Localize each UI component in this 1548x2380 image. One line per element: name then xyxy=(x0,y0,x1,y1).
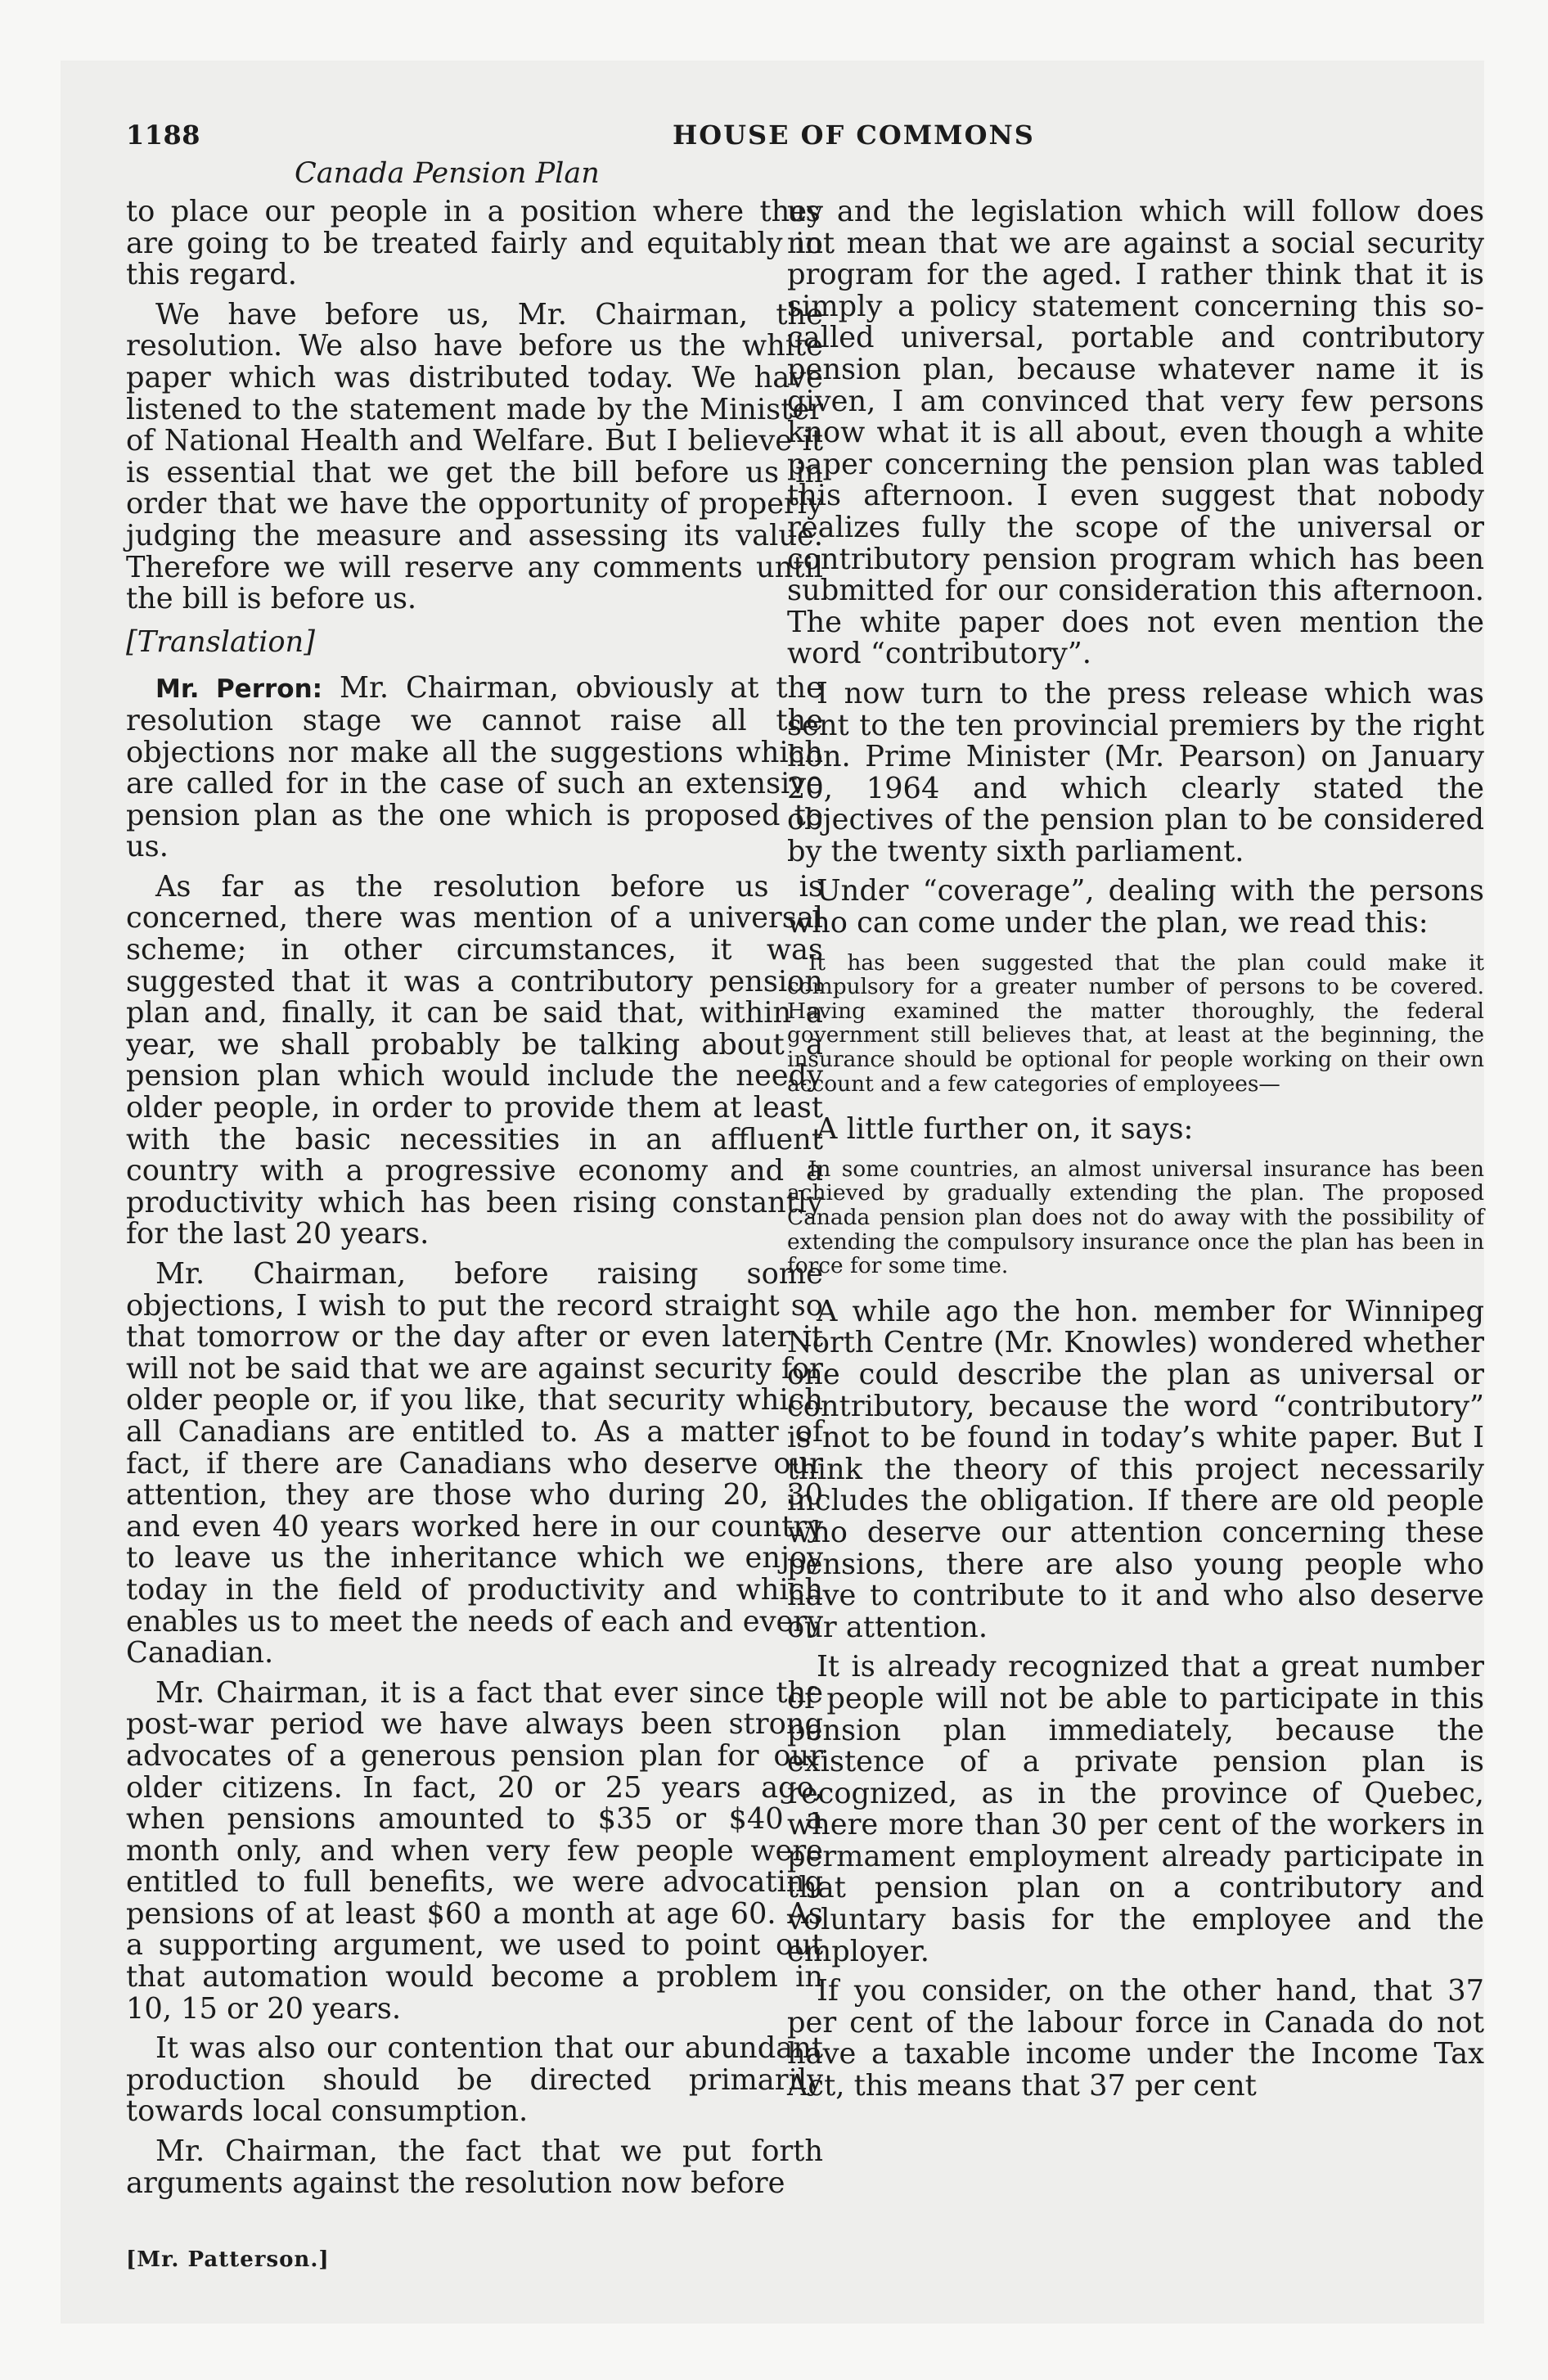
section-subtitle: Canada Pension Plan xyxy=(295,157,600,190)
left-column xyxy=(126,196,823,2207)
paragraph: As far as the resolution before us is concerned, there was mention of a universal scheme; in other circumstances, it was suggested that it was a contributory pension plan and, finally, it can be said that, within a year, we shall probably be talking about a pension plan which would include the needy older people, in order to provide them at least with the basic necessities in an affluent country with a progressive economy and a productivity which has been rising constantly for the last 20 years. xyxy=(126,869,823,1251)
right-column xyxy=(787,196,1484,2111)
paragraph: us and the legislation which will follow does not mean that we are against a social security program for the aged. I rather think that it is simply a policy statement concerning this so-called universal, portable and contributory pension plan, because whatever name it is given, I am convinced that very few persons know what it is all about, even though a white paper concerning the pension plan was tabled this afternoon. I even suggest that nobody realizes fully the scope of the universal or contributory pension program which has been submitted for our consideration this afternoon. The white paper does not even mention the word “contributory”. xyxy=(787,195,1484,671)
speech-text: Mr. Chairman, obviously at the resolution stage we cannot raise all the objections nor make all the suggestions which are called for in the case of such an extensive pension plan as the one which is proposed to us. xyxy=(126,671,824,864)
paragraph: I now turn to the press release which was sent to the ten provincial premiers by the right hon. Prime Minister (Mr. Pearson) on January 20, 1964 and which clearly stated the objectives of the pension plan to be considered by the twenty sixth parliament. xyxy=(787,676,1484,868)
paragraph: Mr. Chairman, it is a fact that ever since the post-war period we have always been strong advocates of a generous pension plan for our older citizens. In fact, 20 or 25 years ago, when pensions amounted to $35 or $40 a month only, and when very few people were entitled to full benefits, we were advocating pensions of at least $60 a month at age 60. As a supporting argument, we used to point out that automation would become a problem in 10, 15 or 20 years. xyxy=(126,1675,823,2026)
block-quote: In some countries, an almost universal insurance has been achieved by gradually extending the plan. The proposed Canada pension plan does not do away with the possibility of extending the compulsory insurance once the plan has been in force for some time. xyxy=(787,1156,1484,1279)
footer-speaker-ref: [Mr. Patterson.] xyxy=(126,2247,330,2272)
paragraph: Mr. Chairman, before raising some objections, I wish to put the record straight so that tomorrow or the day after or even later it will not be said that we are against security for older people or, if you like, that security which all Canadians are entitled to. As a matter of fact, if there are Canadians who deserve our attention, they are those who during 20, 30 and even 40 years worked here in our country to leave us the inheritance which we enjoy today in the field of productivity and which enables us to meet the needs of each and every Canadian. xyxy=(126,1257,823,1670)
paragraph: It is already recognized that a great number of people will not be able to participate in this pension plan immediately, because the existence of a private pension plan is recognized, as in the province of Quebec, where more than 30 per cent of the workers in permament employment already participate in that pension plan on a contributory and voluntary basis for the employee and the employer. xyxy=(787,1650,1484,1968)
page-number: 1188 xyxy=(126,119,201,151)
paragraph: to place our people in a position where they are going to be treated fairly and equitably in this regard. xyxy=(126,195,823,292)
paragraph: Mr. Chairman, the fact that we put forth arguments against the resolution now before xyxy=(126,2134,823,2200)
speaker-name: Mr. Perron: xyxy=(155,674,323,705)
speaker-paragraph xyxy=(126,673,823,863)
paragraph: A little further on, it says: xyxy=(817,1112,1194,1147)
paragraph: It was also our contention that our abundant production should be directed primarily towards local consumption. xyxy=(126,2031,823,2129)
paragraph: Under “coverage”, dealing with the persons who can come under the plan, we read this: xyxy=(787,874,1484,940)
paragraph: If you consider, on the other hand, that 37 per cent of the labour force in Canada do not have a taxable income under the Income Tax Act, this means that 37 per cent xyxy=(787,1974,1484,2103)
paragraph: We have before us, Mr. Chairman, the resolution. We also have before us the white paper which was distributed today. We have listened to the statement made by the Minister of National Health and Welfare. But I believe it is essential that we get the bill before us in order that we have the opportunity of properly judging the measure and assessing its value. Therefore we will reserve any comments until the bill is before us. xyxy=(126,297,823,616)
translation-label: [Translation] xyxy=(126,624,315,659)
journal-title: HOUSE OF COMMONS xyxy=(673,119,1035,151)
page xyxy=(61,61,1484,2324)
block-quote: It has been suggested that the plan could make it compulsory for a greater number of persons to be covered. Having examined the matter thoroughly, the federal government still believes that, at least at the beginning, the insurance should be optional for people working on their own account and a few categories of employees— xyxy=(787,949,1484,1097)
paragraph: A while ago the hon. member for Winnipeg North Centre (Mr. Knowles) wondered whether one could describe the plan as universal or contributory, because the word “contributory” is not to be found in today’s white paper. But I think the theory of this project necessarily includes the obligation. If there are old people who deserve our attention concerning these pensions, there are also young people who have to contribute to it and who also deserve our attention. xyxy=(787,1294,1484,1644)
